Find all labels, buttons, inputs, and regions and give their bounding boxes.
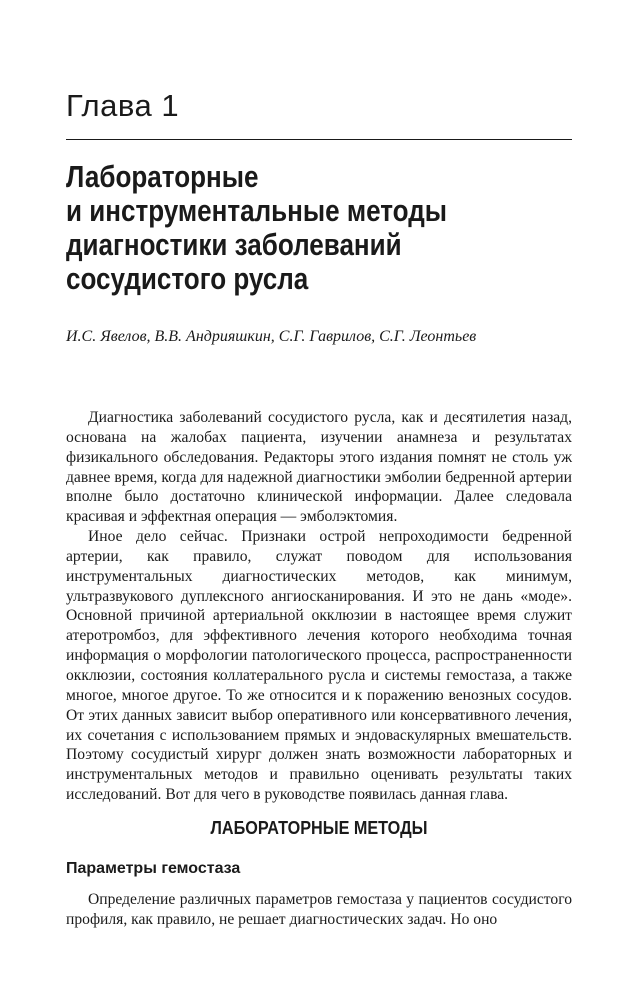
header-rule — [66, 139, 572, 140]
subsection-heading: Параметры гемостаза — [66, 860, 241, 877]
intro-text — [66, 408, 572, 805]
intro-paragraph: Диагностика заболеваний сосудистого русла, как и десятилетия назад, основана на жалобах пациента, изучении анамнеза и результатах физикального обследования. Редакторы этого издания помнят не столь уж давнее время, когда для надежной диагностики эмболии бедренной артерии вполне было достаточно клинической информации. Далее следовала красивая и эффектная операция — эмболэктомия. — [66, 409, 572, 526]
chapter-title-line: сосудистого русла — [66, 261, 309, 296]
section-text — [66, 890, 572, 930]
section-paragraph: Определение различных параметров гемостаза у пациентов сосудистого профиля, как правило, не решает диагностических задач. Но оно — [66, 891, 572, 928]
section-heading: ЛАБОРАТОРНЫЕ МЕТОДЫ — [210, 818, 428, 838]
chapter-title-line: и инструментальные методы — [66, 193, 448, 228]
intro-paragraph: Иное дело сейчас. Признаки острой непроходимости бедренной артерии, как правило, служат поводом для использования инструментальных диагностических методов, как минимум, ультразвукового дуплексного ангиосканирования. И это не дань «моде». Основной причиной артериальной окклюзии в настоящее время служит атеротромбоз, для эффективного лечения которого необходима точная информация о морфологии патологического процесса, распространенности окклюзии, состояния коллатерального русла и системы гемостаза, а также многое, многое другое. То же относится и к поражению венозных сосудов. От этих данных зависит выбор оперативного или консервативного лечения, их сочетания с использованием прямых и эндоваскулярных вмешательств. Поэтому сосудистый хирург должен знать возможности лабораторных и инструментальных методов и правильно оценивать результаты таких исследований. Вот для чего в руководстве появилась данная глава. — [66, 528, 572, 804]
chapter-title-line: Лабораторные — [66, 159, 259, 194]
chapter-authors: И.С. Явелов, В.В. Андрияшкин, С.Г. Гаврилов, С.Г. Леонтьев — [66, 328, 477, 345]
chapter-label: Глава 1 — [66, 88, 180, 123]
chapter-title — [66, 160, 494, 296]
chapter-title-line: диагностики заболеваний — [66, 227, 402, 262]
